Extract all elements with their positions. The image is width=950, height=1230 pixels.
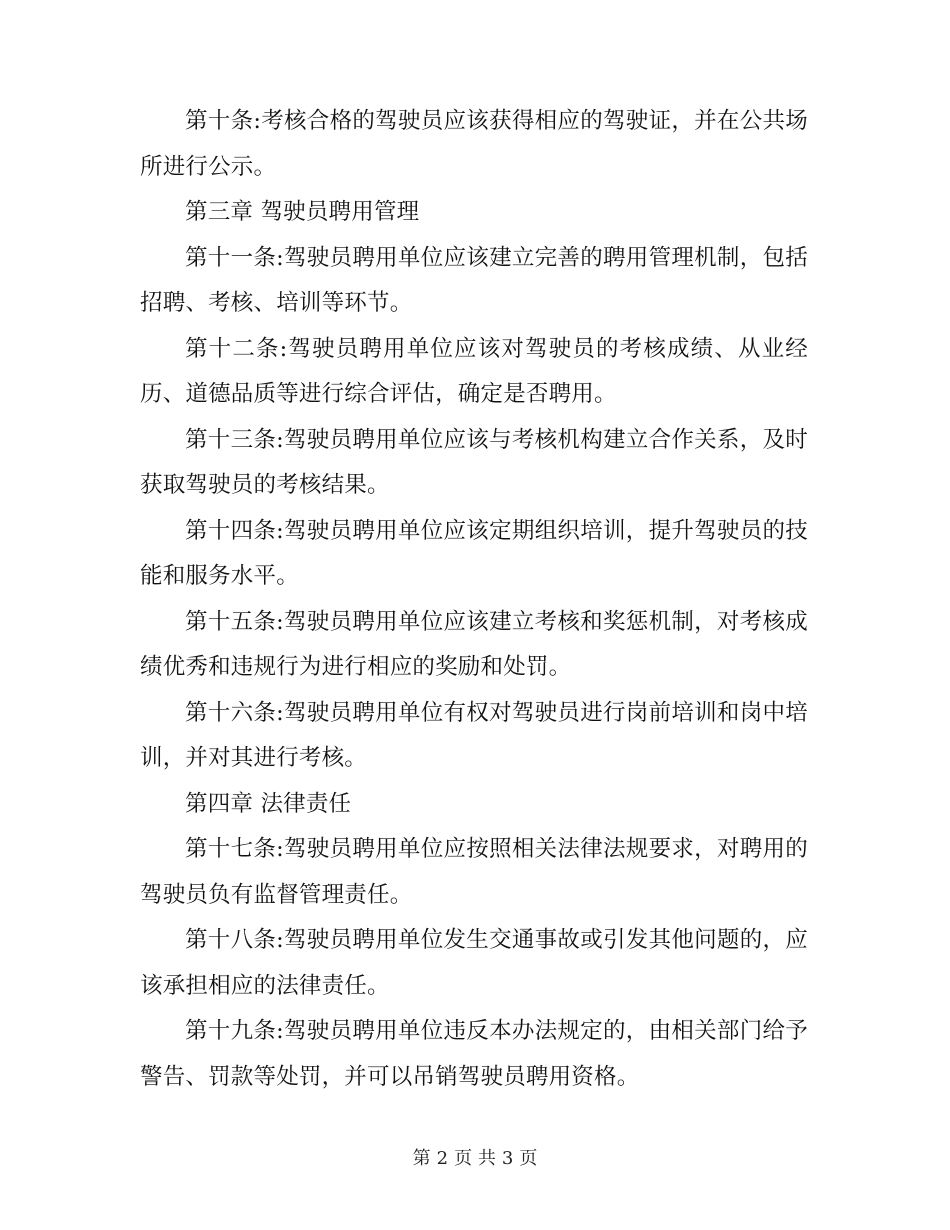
article-10: 第十条:考核合格的驾驶员应该获得相应的驾驶证，并在公共场所进行公示。	[140, 108, 808, 180]
article-19: 第十九条:驾驶员聘用单位违反本办法规定的，由相关部门给予警告、罚款等处罚，并可以吊销驾驶员聘用资格。	[140, 1018, 808, 1090]
document-body	[140, 99, 808, 1100]
article-14: 第十四条:驾驶员聘用单位应该定期组织培训，提升驾驶员的技能和服务水平。	[140, 517, 808, 589]
article-17: 第十七条:驾驶员聘用单位应按照相关法律法规要求，对聘用的驾驶员负有监督管理责任。	[140, 836, 808, 908]
footer-middle: 页 共	[454, 1148, 496, 1169]
footer-page-number: 2	[436, 1148, 449, 1169]
article-12: 第十二条:驾驶员聘用单位应该对驾驶员的考核成绩、从业经历、道德品质等进行综合评估，确定是否聘用。	[140, 335, 808, 407]
article-13: 第十三条:驾驶员聘用单位应该与考核机构建立合作关系，及时获取驾驶员的考核结果。	[140, 426, 808, 498]
article-18: 第十八条:驾驶员聘用单位发生交通事故或引发其他问题的，应该承担相应的法律责任。	[140, 927, 808, 999]
article-15: 第十五条:驾驶员聘用单位应该建立考核和奖惩机制，对考核成绩优秀和违规行为进行相应的奖励和处罚。	[140, 608, 808, 680]
footer-prefix: 第	[412, 1148, 431, 1169]
chapter-4-heading: 第四章 法律责任	[185, 790, 352, 817]
footer-suffix: 页	[519, 1148, 538, 1169]
page-footer	[0, 1147, 950, 1171]
article-11: 第十一条:驾驶员聘用单位应该建立完善的聘用管理机制，包括招聘、考核、培训等环节。	[140, 244, 808, 316]
chapter-3-heading: 第三章 驾驶员聘用管理	[185, 199, 420, 225]
footer-total-pages: 3	[501, 1148, 514, 1169]
article-16: 第十六条:驾驶员聘用单位有权对驾驶员进行岗前培训和岗中培训，并对其进行考核。	[140, 699, 808, 771]
